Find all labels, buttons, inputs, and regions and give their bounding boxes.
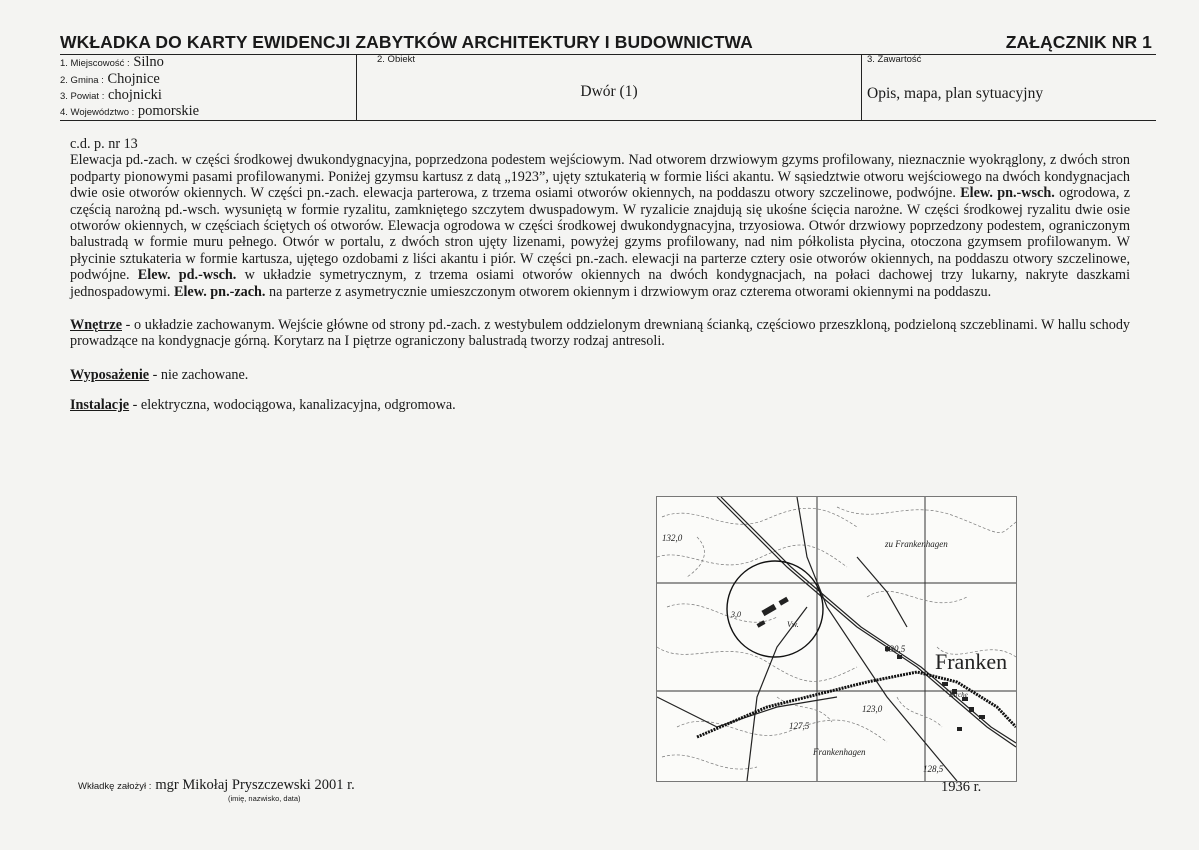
elevation-nw-heading: Elew. pn.-zach. <box>174 283 266 300</box>
elevation-nw-text: na parterze z asymetrycznie umieszczonym otworem okiennym i drzwiowym oraz czterema otworami okiennymi na poddaszu. <box>269 283 992 300</box>
author-label: Wkładkę założył : <box>78 781 152 792</box>
elevation-ne-heading: Elew. pn.-wsch. <box>960 185 1055 202</box>
elevation-se-text: w układzie symetrycznym, z trzema osiami otworów okiennych na dwóch kondygnacjach, na połaci dachowej trzy lukarny, nakryte daszkami jednospadowymi. <box>70 267 1131 300</box>
contents-label: 3. Zawartość <box>867 54 922 65</box>
object-cell <box>356 54 862 120</box>
equipment-heading: Wyposażenie <box>70 366 150 383</box>
equipment-text: - nie zachowane. <box>152 366 249 383</box>
interior-heading: Wnętrze <box>70 317 122 334</box>
county-value: chojnicki <box>107 87 162 103</box>
commune-label: 2. Gmina : <box>60 75 104 86</box>
map-label-zu-frankenhagen: zu Frankenhagen <box>885 539 948 549</box>
county-line <box>60 87 162 104</box>
map-label-kirche: Kirche <box>949 691 968 699</box>
installations-heading: Instalacje <box>70 397 130 414</box>
elevations-paragraph <box>70 152 1130 300</box>
location-cell <box>60 54 356 120</box>
installations-paragraph <box>70 397 1130 413</box>
map-grid <box>657 497 1016 781</box>
elevation-sw-text: Elewacja pd.-zach. w części środkowej dwukondygnacyjna, poprzedzona podestem wejściowym. Nad otworem drzwiowym gzyms profilowany, nieznacznie wyokrąglony, z dwóch stron podparty pionowymi pasami profilowanymi. Poniżej gzymsu kartusz z datą „1923”, ujęty sztukaterią w formie liści akantu. W sąsiedztwie otworu wejściowego na dwóch kondygnacjach dwie osie otworów okiennych. W części pn.-zach. elewacja parterowa, z trzema osiami otworów okiennych, na poddaszu otwory szczelinowe, podwójne. <box>70 152 1130 202</box>
author-value: mgr Mikołaj Pryszczewski 2001 r. <box>155 777 355 793</box>
contents-cell <box>861 54 1156 120</box>
map-label-frankenhagen: Frankenhagen <box>813 747 866 757</box>
map-labels <box>662 533 1007 774</box>
map-roads <box>657 497 1016 781</box>
situation-map <box>656 496 1017 782</box>
map-label-town: Franken <box>935 649 1008 674</box>
elevation-ne-text: ogrodowa, z częścią narożną pd.-wsch. wysuniętą w formie ryzalitu, zamkniętego szczytem dwuspadowym. W ryzalicie znajdują się ukośne ścięcia narożne. W części środkowej ryzalitu dwie osie otworów okiennych, w częściach ściętych oś otworów. Elewacja ogrodowa w części środkowej dwukondygnacyjna, trzyosiowa. Otwór drzwiowy poprzedzony podestem, ograniczonym balustradą w formie muru pełnego. Otwór w portalu, z dwóch stron ujęty lizenami, powyżej gzyms profilowany, nad nim półkolista płycina, otoczona gzymsem profilowanym. W płycinie sztukateria w formie kartusza, ujętego ozdobami z liści akantu i piór. W części pn.-zach. elewacji na parterze cztery osie otworów okiennych, na poddaszu otwory szczelinowe, podwójne. <box>70 185 1130 284</box>
elevation-se-heading: Elew. pd.-wsch. <box>137 267 237 284</box>
voivodeship-value: pomorskie <box>137 103 200 119</box>
map-railway <box>697 672 1016 737</box>
map-label-vw: Vw. <box>787 620 799 629</box>
map-label-1320: 132,0 <box>662 533 683 543</box>
map-label-30: 3,0 <box>731 610 741 619</box>
equipment-paragraph <box>70 367 1130 383</box>
interior-paragraph <box>70 317 1130 350</box>
object-label: 2. Obiekt <box>377 54 416 65</box>
installations-text: - elektryczna, wodociągowa, kanalizacyjna, odgromowa. <box>132 397 456 414</box>
commune-line <box>60 71 160 88</box>
document-title: WKŁADKA DO KARTY EWIDENCJI ZABYTKÓW ARCHITEKTURY I BUDOWNICTWA <box>60 32 753 52</box>
map-label-1230: 123,0 <box>862 704 883 714</box>
voivodeship-line <box>60 103 199 120</box>
interior-text: - o układzie zachowanym. Wejście główne od strony pd.-zach. z westybulem oddzielonym drewnianą ścianką, częściowo przeszkloną, podzieloną szczeblinami. W hallu schody prowadzące na kondygnacje górną. Korytarz na I piętrze ograniczony balustradą tworzy rodzaj antresoli. <box>70 317 1131 350</box>
description-body <box>70 136 1130 414</box>
map-label-1275: 127,5 <box>789 721 810 731</box>
header-row <box>60 30 1156 55</box>
locality-value: Silno <box>133 54 164 70</box>
info-table <box>60 54 1156 121</box>
author-note: (imię, nazwisko, data) <box>228 794 301 803</box>
commune-value: Chojnice <box>107 71 160 87</box>
locality-label: 1. Miejscowość : <box>60 58 130 69</box>
continuation-note: c.d. p. nr 13 <box>70 136 138 152</box>
map-label-1305: 130,5 <box>885 644 906 654</box>
contents-value: Opis, mapa, plan sytuacyjny <box>867 85 1044 102</box>
manor-buildings <box>757 597 789 628</box>
map-label-1285: 128,5 <box>923 764 944 774</box>
map-drawing <box>657 497 1016 781</box>
author-line <box>78 776 355 794</box>
map-year: 1936 r. <box>941 779 982 795</box>
locality-line <box>60 54 164 71</box>
object-value: Dwór (1) <box>580 83 638 100</box>
annex-number: ZAŁĄCZNIK NR 1 <box>1005 32 1152 52</box>
county-label: 3. Powiat : <box>60 91 105 102</box>
voivodeship-label: 4. Województwo : <box>60 107 135 118</box>
